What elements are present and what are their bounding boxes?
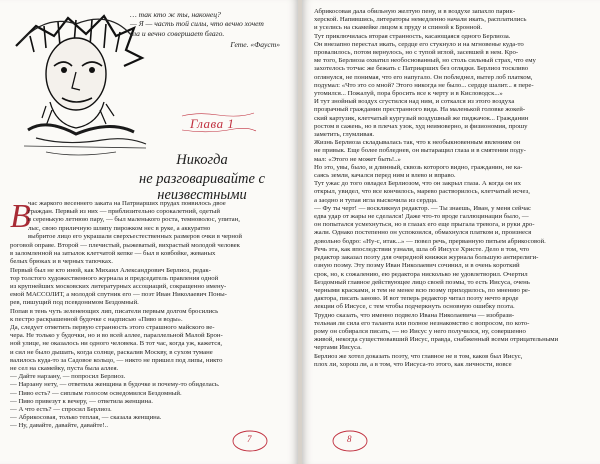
text-line: тор толстого художественного журнала и председатель правления одной — [10, 274, 219, 282]
text-line: Первый был не кто иной, как Михаил Александрович Берлиоз, редак- — [10, 266, 211, 274]
chapter-title-line: не разговаривайте с неизвестными — [139, 171, 265, 203]
page-number: 8 — [347, 434, 352, 444]
text-line: к пестро раскрашенной будочке с надписью «Пиво и воды». — [10, 315, 183, 323]
text-line: чертами Иисуса. — [314, 344, 362, 352]
text-line: роговой оправе. Второй — плечистый, рыжеватый, вихрастый молодой человек — [10, 242, 240, 249]
text-line: не сел на скамейку, пуста была аллея. — [10, 365, 119, 373]
text-line: Абрикосовая дала обильную желтую пену, и в воздухе запахло парик- — [314, 8, 516, 15]
right-page — [302, 0, 600, 464]
text-line: саясь земли, качался перед ним и влево и вправо. — [314, 172, 456, 180]
text-line: едва удар от жары не сделался! Даже что-то вроде галлюцинации было, — — [314, 213, 529, 221]
text-line: — Пиво привезут к вечеру, — ответила женщина. — [10, 397, 153, 405]
text-line: в заломленной на затылок клетчатой кепке — был в ковбойке, жеваных — [10, 250, 216, 258]
text-line: захотелось тотчас же бежать с Патриарших без оглядки. Берлиоз тоскливо — [314, 65, 529, 73]
text-line: — Дайте нарзану, — попросил Берлиоз. — [10, 373, 126, 381]
text-line: не привык. Еще более побледнев, он вытаращил глаза и в смятении поду- — [314, 147, 526, 155]
text-line: Тут приключилась вторая странность, касающаяся одного Берлиоза. — [314, 32, 511, 40]
text-line: Трудно сказать, что именно подвело Ивана Николаевича — изобрази- — [314, 311, 515, 319]
text-line: выбритое лицо его украшали сверхъестественных размеров очки в черной — [28, 232, 242, 240]
text-line: утомился... Пожалуй, пора бросить все к черту и в Кисловодск...» — [314, 90, 503, 98]
text-line: Жизнь Берлиоза складывалась так, что к необыкновенным явлениям он — [314, 139, 521, 147]
text-line: лыс, свою приличную шляпу пирожком нес в руке, а аккуратно — [28, 224, 211, 232]
text-line: и уселись на скамейке лицом к пруду и спиной к Бронной. — [314, 24, 483, 32]
left-body-text — [10, 242, 294, 431]
text-line: Берлиоз же хотел доказать поэту, что главное не в том, каков был Иисус, — [314, 352, 523, 360]
text-line: провалилось, потом вернулось, но с тупой иглой, засевшей в нем. Кро- — [314, 49, 519, 57]
text-line: прозрачный гражданин престранного вида. На маленькой головке жокей- — [314, 106, 526, 114]
text-line: оглянулся, не понимая, что его напугало. Он побледнел, вытер лоб платком, — [314, 73, 533, 81]
text-line: заметить, глумливая. — [314, 131, 375, 139]
text-line: редактор заказал поэту для очередной книжки журнала большую антирелиги- — [314, 254, 539, 262]
right-body-text — [314, 8, 594, 369]
text-line: черными красками, и тем не менее всю поэму приходилось, по мнению ре- — [314, 286, 531, 294]
text-line: в серенькую летнюю пару, — был маленького роста, темноволос, упитан, — [28, 216, 240, 224]
text-line: лекции об Иисусе, с тем чтобы подчеркнуть основную ошибку поэта. — [314, 303, 515, 311]
text-line: открыл, увидел, что все кончилось, марево растворилось, клетчатый исчез, — [314, 188, 530, 196]
text-line: довольно бодро: «Ну-с, итак...» — повел речь, прерванную питьем абрикосовой. — [314, 237, 546, 245]
text-line: Речь эта, как впоследствии узнали, шла об Иисусе Христе. Дело в том, что — [314, 245, 530, 253]
text-line: подумал: «Что это со мной? Этого никогда не было... сердце шалит... я пере- — [314, 81, 534, 89]
epigraph-line: … так кто ж ты, наконец? — [130, 10, 221, 19]
text-line: Он внезапно перестал икать, сердце его стукнуло и на мгновенье куда-то — [314, 40, 524, 48]
left-page — [0, 0, 298, 464]
text-line: граждан. Первый из них — приблизительно сорокалетний, одетый — [28, 208, 220, 216]
epigraph — [130, 10, 280, 50]
text-line: — Абрикосовая, только теплая, — сказала женщина. — [10, 414, 162, 422]
text-line: — Ну, давайте, давайте, давайте!.. — [10, 422, 109, 430]
text-line: рому он собирался писать, — но Иисус у него получился, ну, совершенно — [314, 327, 526, 335]
text-line: Бездомный главное действующее лицо своей поэмы, то есть Иисуса, очень — [314, 278, 530, 286]
text-line: ский картузик, клетчатый кургузый воздушный же пиджачок... Гражданин — [314, 114, 529, 122]
epigraph-source: Гете. «Фауст» — [230, 40, 280, 50]
text-line: И тут знойный воздух сгустился над ним, и соткался из этого воздуха — [314, 98, 515, 106]
drop-cap: В — [10, 198, 31, 235]
text-line: срок, но, к сожалению, ею редактора нисколько не удовлетворил. Очертил — [314, 270, 528, 278]
text-line: херской. Напившись, литераторы немедленно начали икать, расплатились — [314, 16, 527, 24]
text-line: мал: «Этого не может быть!..» — [314, 155, 401, 163]
text-line: и сил не было дышать, когда солнце, раскалив Москву, в сухом тумане — [10, 348, 213, 356]
text-line: плох ли, хорош ли, а в том, что Иисуса-то этого, как личности, вовсе — [314, 360, 512, 368]
text-line: из крупнейших московских литературных ассоциаций, сокращенно имену- — [10, 283, 227, 291]
epigraph-line: зла и вечно совершает благо. — [130, 28, 225, 38]
text-line: емой МАССОЛИТ, а молодой спутник его — поэт Иван Николаевич Поны- — [10, 291, 227, 299]
text-line: час жаркого весеннего заката на Патриарших прудах появилось двое — [28, 200, 226, 207]
text-line: жали. Однако постепенно он успокоился, обмахнулся платком и, произнеся — [314, 229, 532, 237]
page-number: 7 — [247, 434, 252, 444]
text-line: озную поэму. Эту поэму Иван Николаевич сочинил, и в очень короткий — [314, 262, 520, 270]
text-line: Да, следует отметить первую странность этого страшного майского ве- — [10, 324, 215, 332]
text-line: чера. Не только у будочки, но и во всей аллее, параллельной Малой Брон- — [10, 332, 223, 340]
text-line: он попытался усмехнуться, но в глазах его еще прыгала тревога, и руки дро- — [314, 221, 535, 229]
text-line: — Нарзану нету, — ответила женщина в будочке и почему-то обиделась. — [10, 381, 220, 389]
text-line: дактора, писать заново. И вот теперь редактор читал поэту нечто вроде — [314, 295, 519, 303]
text-line: — Пиво есть? — сиплым голосом осведомился Бездомный. — [10, 389, 182, 397]
text-line: белых брюках и в черных тапочках. — [10, 258, 113, 266]
text-line: рев, пишущий под псевдонимом Бездомный. — [10, 299, 139, 307]
text-line: ростом в сажень, но в плечах узок, худ неимоверно, и физиономия, прошу — [314, 122, 528, 130]
chapter-title-line: Никогда — [176, 152, 228, 168]
text-line: Попав в тень чуть зеленеющих лип, писатели первым долгом бросились — [10, 307, 219, 315]
text-line: — Фу ты черт! — воскликнул редактор. — Ты знаешь, Иван, у меня сейчас — [314, 204, 531, 212]
text-line: ме того, Берлиоза охватил необоснованный, но столь сильный страх, что ему — [314, 57, 536, 65]
text-line: живой, некогда существовавший Иисус, правда, снабженный всеми отрицательными — [314, 336, 559, 344]
text-line: — А что есть? — спросил Берлиоз. — [10, 406, 112, 414]
chapter-label: Глава 1 — [190, 116, 235, 131]
text-line: ной улице, не оказалось ни одного человека. В тот час, когда уж, кажется, — [10, 340, 223, 348]
first-paragraph — [28, 200, 294, 241]
text-line: а заодно и тупая игла выскочила из сердца. — [314, 196, 438, 204]
text-line: Тут ужас до того овладел Берлиозом, что он закрыл глаза. А когда он их — [314, 180, 521, 188]
text-line: Но это, увы, было, и длинный, сквозь которого видно, гражданин, не ка- — [314, 163, 523, 171]
epigraph-line: — Я — часть той силы, что вечно хочет — [130, 19, 264, 29]
text-line: тельная ли сила его таланта или полное незнакомство с вопросом, по кото- — [314, 319, 530, 327]
text-line: валилось куда-то за Садовое кольцо, — никто не пришел под липы, никто — [10, 356, 223, 364]
